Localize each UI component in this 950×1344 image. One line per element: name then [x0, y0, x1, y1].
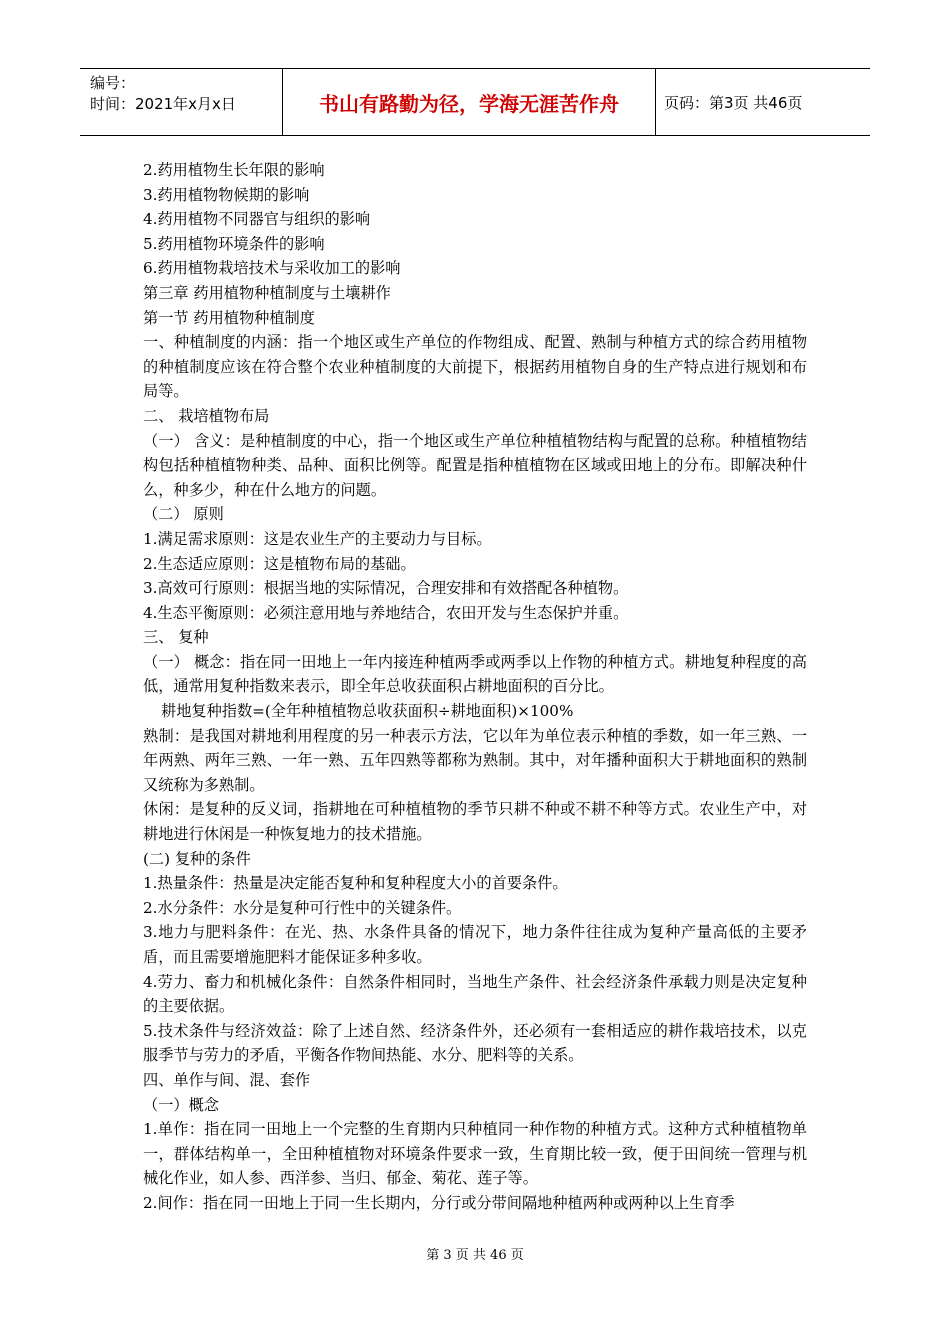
subsection-heading: 二、 栽培植物布局 — [143, 406, 270, 425]
header-motto-cell — [283, 69, 656, 135]
page-header — [80, 68, 870, 136]
page-footer: 第 3 页 共 46 页 — [426, 1248, 524, 1263]
paragraph: 5.药用植物环境条件的影响 — [143, 234, 325, 253]
paragraph: 熟制：是我国对耕地利用程度的另一种表示方法，它以年为单位表示种植的季数，如一年三熟、一年两熟、两年三熟、一年一熟、五年四熟等都称为熟制。其中，对年播种面积大于耕地面积的熟制又统称为多熟制。 — [143, 726, 807, 794]
paragraph: 2.药用植物生长年限的影响 — [143, 161, 325, 179]
paragraph: 4.生态平衡原则：必须注意用地与养地结合，农田开发与生态保护并重。 — [143, 603, 629, 622]
paragraph: 休闲：是复种的反义词，指耕地在可种植植物的季节只耕不种或不耕不种等方式。农业生产中，对耕地进行休闲是一种恢复地力的技术措施。 — [143, 800, 807, 844]
subsection-heading: 三、 复种 — [143, 628, 209, 647]
paragraph: 1.满足需求原则：这是农业生产的主要动力与目标。 — [143, 529, 492, 548]
paragraph: 2.间作：指在同一田地上于同一生长期内，分行或分带间隔地种植两种或两种以上生育季 — [143, 1193, 735, 1212]
paragraph: 1.热量条件：热量是决定能否复种和复种程度大小的首要条件。 — [143, 874, 568, 893]
paragraph: 2.生态适应原则：这是植物布局的基础。 — [143, 554, 416, 573]
header-motto: 书山有路勤为径，学海无涯苦作舟 — [319, 91, 619, 116]
paragraph: （一） 含义：是种植制度的中心，指一个地区或生产单位种植植物结构与配置的总称。种植植物结构包括种植植物种类、品种、面积比例等。配置是指种植植物在区域或田地上的分布。即解决种什么，种多少，种在什么地方的问题。 — [143, 431, 807, 499]
paragraph: 2.水分条件：水分是复种可行性中的关键条件。 — [143, 898, 462, 917]
paragraph: （二） 原则 — [143, 505, 224, 524]
section-heading: 第一节 药用植物种植制度 — [143, 308, 315, 327]
paragraph: （一）概念 — [143, 1095, 219, 1114]
paragraph: 1.单作：指在同一田地上一个完整的生育期内只种植同一种作物的种植方式。这种方式种植植物单一，群体结构单一，全田种植植物对环境条件要求一致，生育期比较一致，便于田间统一管理与机械化作业，如人参、西洋参、当归、郁金、菊花、莲子等。 — [143, 1120, 807, 1188]
document-time-label: 时间：2021年x月x日 — [90, 95, 236, 113]
paragraph: 3.高效可行原则：根据当地的实际情况，合理安排和有效搭配各种植物。 — [143, 579, 629, 598]
paragraph: （一） 概念：指在同一田地上一年内接连种植两季或两季以上作物的种植方式。耕地复种程度的高低，通常用复种指数来表示，即全年总收获面积占耕地面积的百分比。 — [143, 652, 807, 696]
header-info-cell — [80, 69, 283, 135]
header-page-cell — [656, 69, 870, 135]
chapter-heading: 第三章 药用植物种植制度与土壤耕作 — [143, 283, 391, 302]
document-body — [143, 158, 807, 1216]
document-number-label: 编号： — [90, 74, 136, 92]
paragraph: 4.药用植物不同器官与组织的影响 — [143, 210, 371, 229]
paragraph: 一、种植制度的内涵：指一个地区或生产单位的作物组成、配置、熟制与种植方式的综合药用植物的种植制度应该在符合整个农业种植制度的大前提下，根据药用植物自身的生产特点进行规划和布局等。 — [143, 333, 807, 401]
formula: 耕地复种指数=(全年种植植物总收获面积÷耕地面积)×100% — [161, 702, 574, 721]
subsection-heading: 四、单作与间、混、套作 — [143, 1070, 311, 1089]
paragraph: 3.药用植物物候期的影响 — [143, 185, 310, 204]
paragraph: 4.劳力、畜力和机械化条件：自然条件相同时，当地生产条件、社会经济条件承载力则是决定复种的主要依据。 — [143, 972, 807, 1016]
paragraph: 6.药用植物栽培技术与采收加工的影响 — [143, 259, 401, 278]
paragraph: (二) 复种的条件 — [143, 849, 251, 868]
paragraph: 3.地力与肥料条件：在光、热、水条件具备的情况下，地力条件往往成为复种产量高低的主要矛盾，而且需要增施肥料才能保证多种多收。 — [143, 923, 807, 966]
paragraph: 5.技术条件与经济效益：除了上述自然、经济条件外，还必须有一套相适应的耕作栽培技术，以克服季节与劳力的矛盾，平衡各作物间热能、水分、肥料等的关系。 — [143, 1021, 807, 1065]
header-page-info: 页码：第3页 共46页 — [664, 93, 803, 112]
